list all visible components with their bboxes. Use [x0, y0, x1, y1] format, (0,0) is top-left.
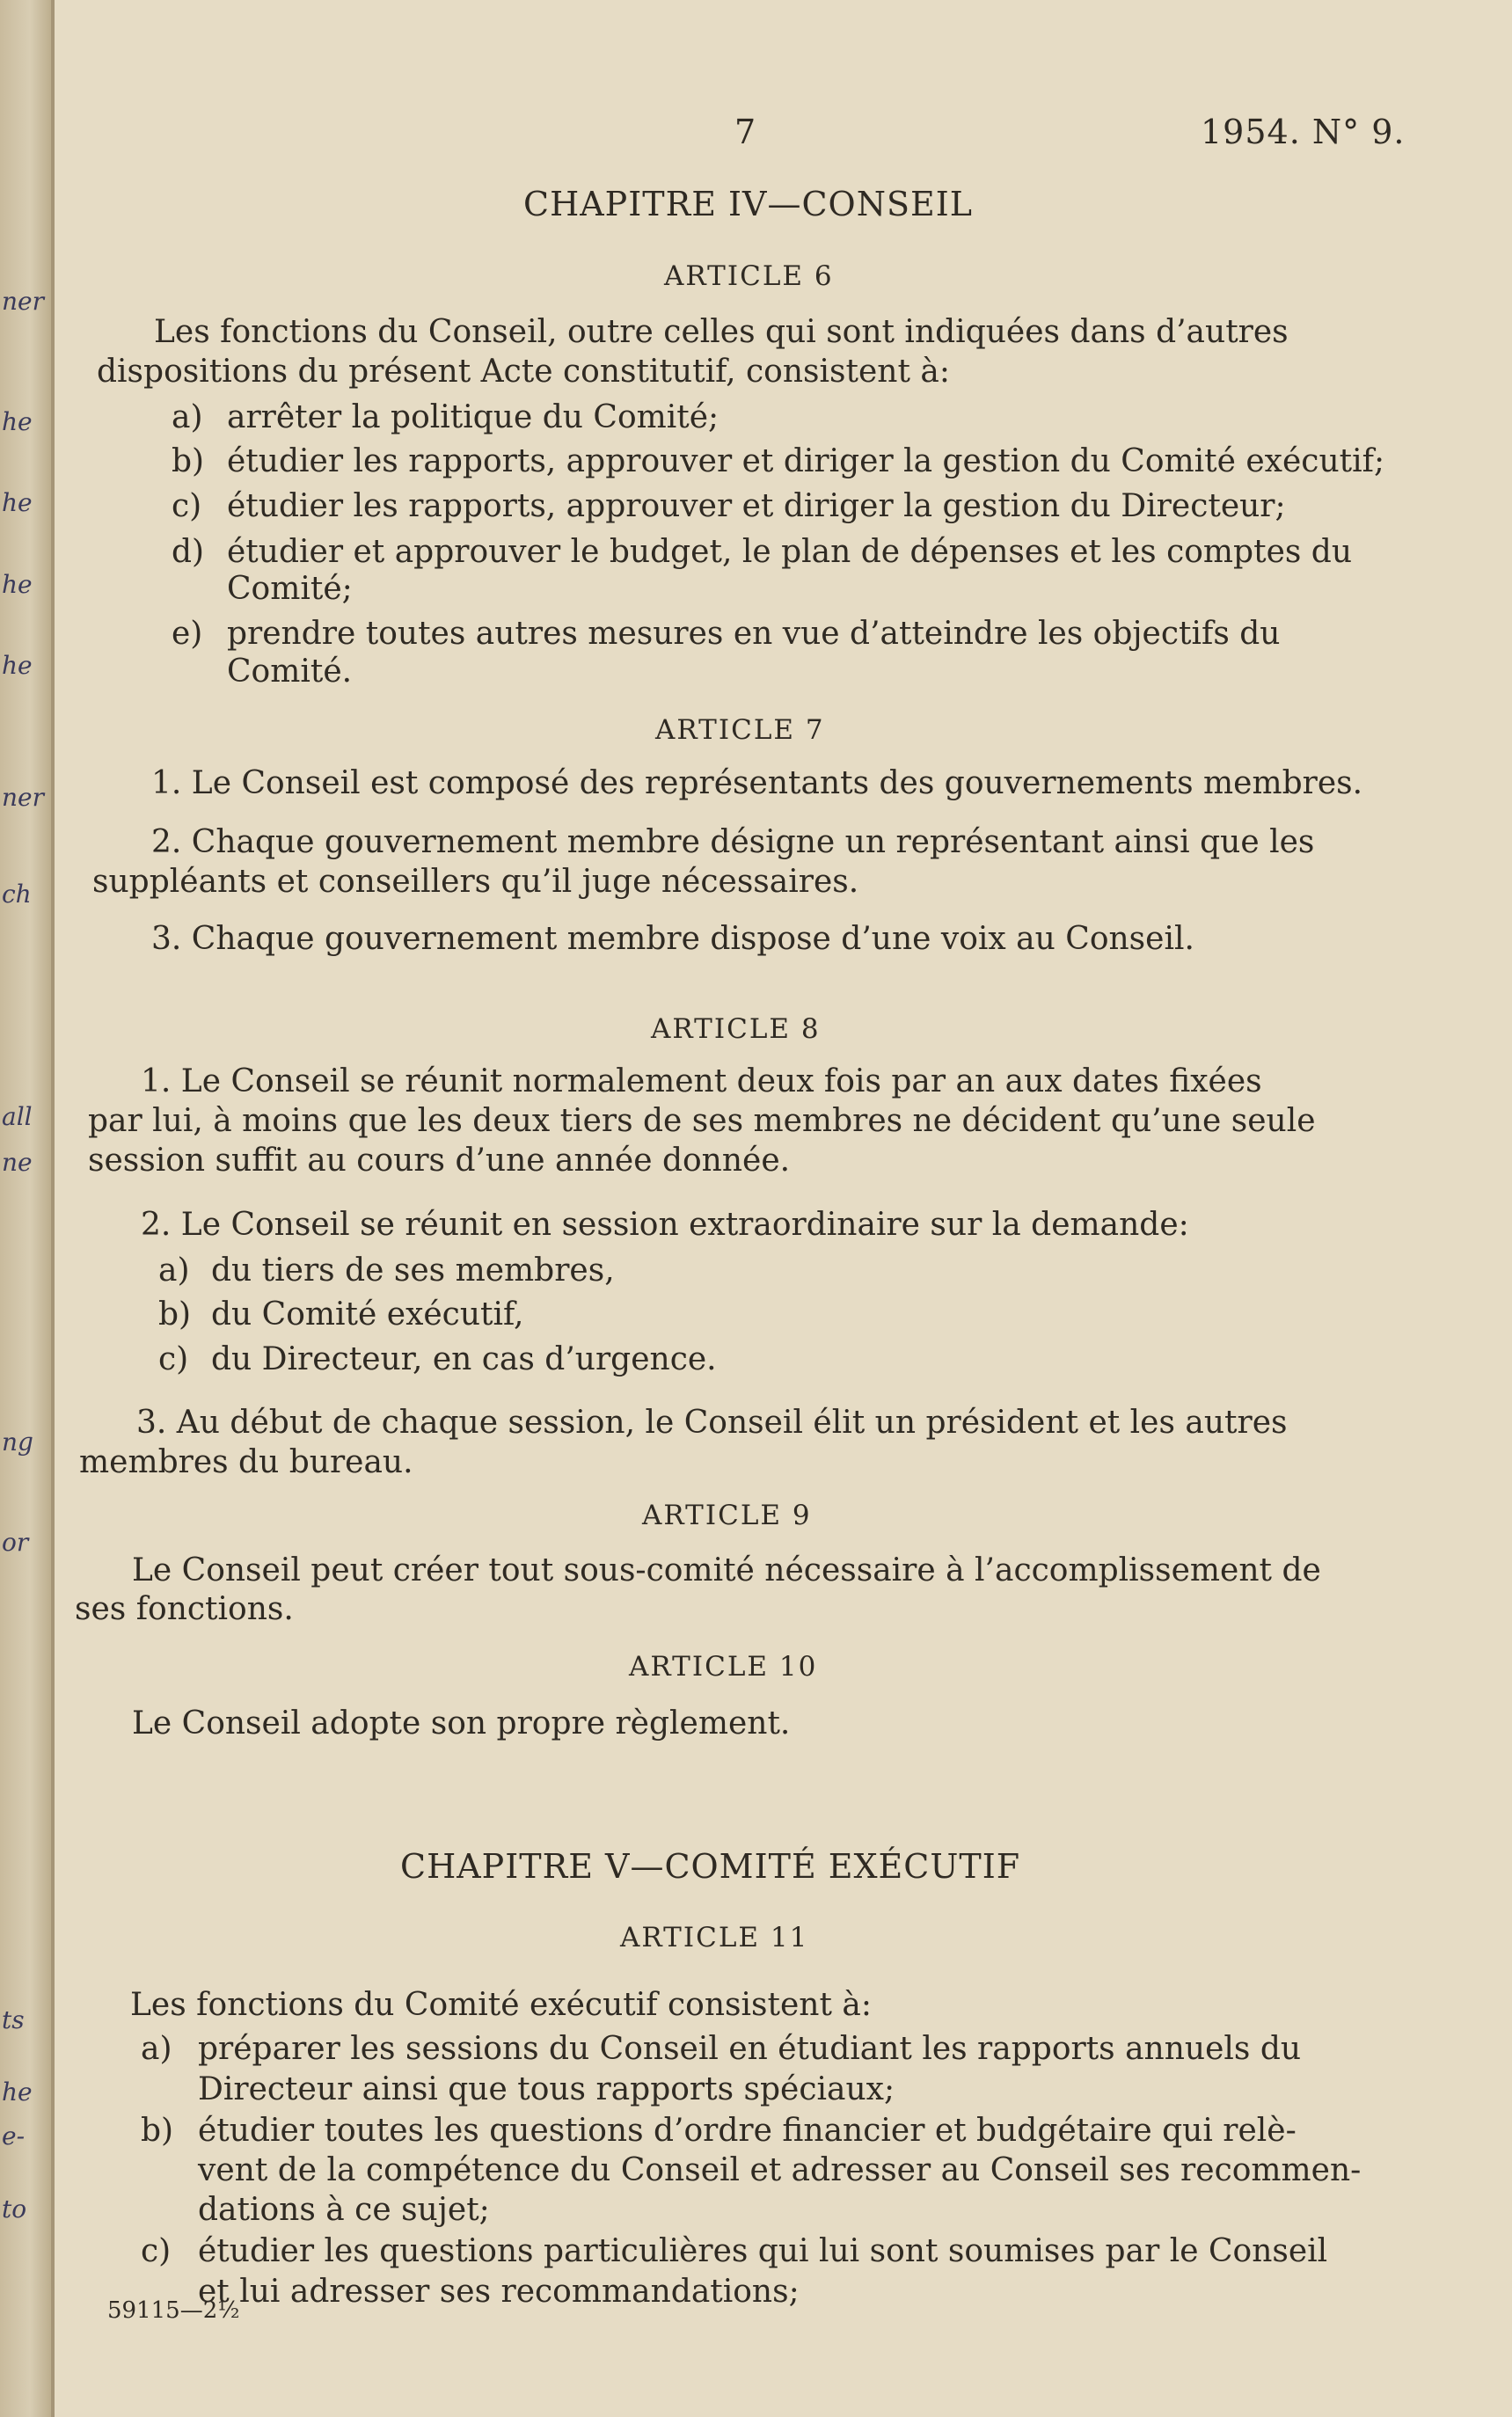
- article-8-para-2: 2. Le Conseil se réunit en session extraordinaire sur la demande:: [141, 1207, 1189, 1243]
- edge-fragment: he: [2, 570, 33, 599]
- article-8-para-1: 1. Le Conseil se réunit normalement deux fois par an aux dates fixées: [141, 1063, 1262, 1099]
- edge-fragment: ts: [2, 2005, 25, 2034]
- article-6-item-d: Comité;: [227, 571, 353, 607]
- item-label: c): [141, 2233, 172, 2269]
- article-6-item-b: étudier les rapports, approuver et diriger la gestion du Comité exécutif;: [227, 443, 1385, 479]
- edge-fragment: or: [2, 1528, 29, 1557]
- document-page: [75, 0, 1460, 2417]
- article-8-para-3: membres du bureau.: [79, 1444, 413, 1480]
- item-label: b): [172, 443, 205, 479]
- article-11-item-b: vent de la compétence du Conseil et adresser au Conseil ses recommen-: [198, 2152, 1362, 2188]
- article-11-intro: Les fonctions du Comité exécutif consistent à:: [130, 1987, 872, 2023]
- edge-fragment: he: [2, 407, 33, 436]
- edge-fragment: e-: [2, 2121, 26, 2150]
- article-11-item-b: étudier toutes les questions d’ordre financier et budgétaire qui relè-: [198, 2113, 1297, 2149]
- page-number: 7: [734, 113, 756, 151]
- article-11-item-c: et lui adresser ses recommandations;: [198, 2274, 800, 2310]
- article-7-para-3: 3. Chaque gouvernement membre dispose d’une voix au Conseil.: [151, 921, 1194, 957]
- printer-mark: 59115—2½: [107, 2297, 240, 2324]
- article-7-para-2: 2. Chaque gouvernement membre désigne un représentant ainsi que les: [151, 824, 1315, 860]
- article-6-intro: dispositions du présent Acte constitutif, consistent à:: [97, 354, 950, 390]
- year-number: 1954. N° 9.: [1201, 113, 1406, 151]
- item-label: b): [141, 2113, 174, 2149]
- item-label: b): [158, 1296, 192, 1333]
- article-6-item-e: Comité.: [227, 654, 353, 690]
- binding-gutter: [0, 0, 55, 2417]
- article-6-item-e: prendre toutes autres mesures en vue d’atteindre les objectifs du: [227, 616, 1281, 652]
- article-6-intro: Les fonctions du Conseil, outre celles qui sont indiquées dans d’autres: [154, 314, 1289, 350]
- chapter-v-title: CHAPITRE V—COMITÉ EXÉCUTIF: [400, 1847, 1021, 1886]
- article-7-para-1: 1. Le Conseil est composé des représentants des gouvernements membres.: [151, 765, 1363, 801]
- article-7-para-2: suppléants et conseillers qu’il juge nécessaires.: [92, 864, 859, 900]
- article-9-text: Le Conseil peut créer tout sous-comité nécessaire à l’accomplissement de: [132, 1552, 1321, 1588]
- item-label: c): [172, 488, 202, 524]
- edge-fragment: he: [2, 2077, 33, 2107]
- article-11-item-b: dations à ce sujet;: [198, 2192, 490, 2228]
- article-11-item-a: Directeur ainsi que tous rapports spéciaux;: [198, 2071, 895, 2107]
- article-10-text: Le Conseil adopte son propre règlement.: [132, 1705, 791, 1742]
- article-6-item-d: étudier et approuver le budget, le plan de dépenses et les comptes du: [227, 534, 1353, 570]
- article-9-heading: ARTICLE 9: [642, 1500, 812, 1531]
- article-8-para-1: session suffit au cours d’une année donnée.: [88, 1143, 791, 1179]
- item-label: a): [141, 2031, 172, 2067]
- article-8-item-b: du Comité exécutif,: [211, 1296, 524, 1333]
- item-label: e): [172, 616, 203, 652]
- edge-fragment: ne: [2, 1148, 33, 1177]
- item-label: d): [172, 534, 205, 570]
- article-11-item-c: étudier les questions particulières qui lui sont soumises par le Conseil: [198, 2233, 1328, 2269]
- article-6-item-a: arrêter la politique du Comité;: [227, 399, 719, 435]
- binding-edge: [51, 0, 55, 2417]
- chapter-iv-title: CHAPITRE IV—CONSEIL: [523, 185, 973, 223]
- article-8-heading: ARTICLE 8: [651, 1013, 821, 1045]
- article-8-para-1: par lui, à moins que les deux tiers de ses membres ne décident qu’une seule: [88, 1103, 1316, 1139]
- article-10-heading: ARTICLE 10: [629, 1651, 818, 1683]
- edge-fragment: he: [2, 651, 33, 680]
- edge-fragment: he: [2, 488, 33, 517]
- edge-fragment: ner: [2, 287, 44, 316]
- article-11-heading: ARTICLE 11: [620, 1922, 809, 1953]
- article-8-para-3: 3. Au début de chaque session, le Conseil élit un président et les autres: [136, 1405, 1288, 1441]
- item-label: a): [172, 399, 203, 435]
- article-8-item-c: du Directeur, en cas d’urgence.: [211, 1341, 717, 1377]
- edge-fragment: ner: [2, 783, 44, 812]
- item-label: c): [158, 1341, 189, 1377]
- edge-fragment: ng: [2, 1428, 33, 1457]
- article-6-item-c: étudier les rapports, approuver et diriger la gestion du Directeur;: [227, 488, 1286, 524]
- edge-fragment: to: [2, 2194, 27, 2223]
- edge-fragment: all: [2, 1102, 33, 1131]
- edge-fragment: ch: [2, 880, 32, 909]
- item-label: a): [158, 1252, 190, 1289]
- article-9-text: ses fonctions.: [75, 1591, 294, 1627]
- article-7-heading: ARTICLE 7: [655, 714, 825, 746]
- article-11-item-a: préparer les sessions du Conseil en étudiant les rapports annuels du: [198, 2031, 1302, 2067]
- article-6-heading: ARTICLE 6: [664, 260, 834, 292]
- article-8-item-a: du tiers de ses membres,: [211, 1252, 615, 1289]
